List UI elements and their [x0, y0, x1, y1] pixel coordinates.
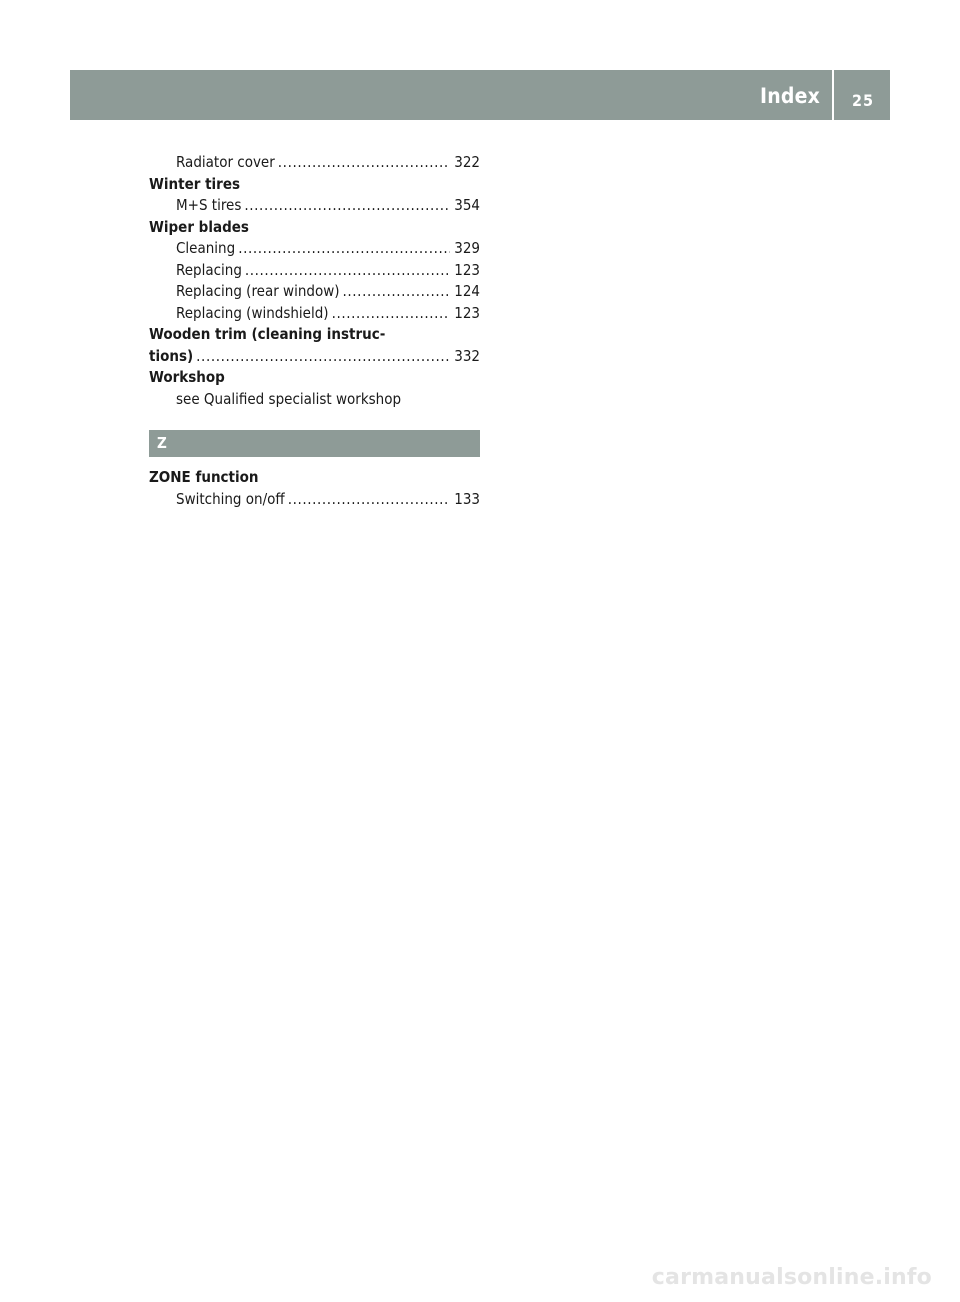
index-heading-wiper-blades: Wiper blades [149, 217, 249, 236]
index-column [149, 152, 480, 510]
dot-leader [343, 281, 451, 303]
index-subentry-radiator-cover [149, 152, 480, 174]
index-subentry-switching-on-off [149, 489, 480, 511]
entry-label: Radiator cover [176, 153, 275, 171]
entry-page-ref[interactable]: 123 [454, 303, 480, 322]
entry-page-ref[interactable]: 124 [454, 282, 480, 300]
entry-label: Replacing (windshield) [176, 303, 329, 322]
entry-label: M+S tires [176, 196, 242, 214]
index-subentry-replacing-windshield [149, 303, 480, 325]
entry-label: Cleaning [176, 239, 236, 257]
index-subentry-replacing [149, 260, 480, 282]
dot-leader [332, 303, 451, 325]
dot-leader [196, 346, 450, 368]
dot-leader [278, 152, 450, 174]
entry-label: Switching on/off [176, 489, 285, 508]
dot-leader [245, 260, 450, 282]
watermark: carmanualsonline.info [651, 1265, 932, 1290]
dot-leader [244, 195, 450, 217]
dot-leader [238, 238, 450, 260]
entry-label: Replacing [176, 260, 242, 279]
entry-label: tions) [149, 346, 194, 365]
index-subentry-cleaning [149, 238, 480, 260]
entry-page-ref[interactable]: 332 [454, 346, 480, 365]
index-subentry-replacing-rear-window [149, 281, 480, 303]
entry-page-ref[interactable]: 133 [454, 489, 480, 508]
index-heading-winter-tires: Winter tires [149, 174, 241, 193]
section-title: Index [759, 84, 820, 108]
header-band [70, 70, 890, 120]
index-heading-wooden-trim-cont [149, 346, 480, 368]
index-heading-wooden-trim: Wooden trim (cleaning instruc- [149, 325, 386, 343]
index-heading-workshop: Workshop [149, 368, 225, 386]
entry-page-ref[interactable]: 123 [454, 260, 480, 279]
entry-page-ref[interactable]: 322 [454, 153, 480, 171]
entry-label: Replacing (rear window) [176, 282, 340, 300]
letter-section-bar: Z [149, 430, 480, 457]
page-number: 25 [852, 91, 875, 110]
entry-page-ref[interactable]: 329 [454, 239, 480, 257]
entry-page-ref[interactable]: 354 [454, 196, 480, 214]
index-subentry-ms-tires [149, 195, 480, 217]
see-reference[interactable]: see Qualified specialist workshop [176, 389, 402, 408]
index-heading-zone-function: ZONE function [149, 468, 259, 486]
header-divider [832, 70, 834, 120]
dot-leader [288, 489, 451, 511]
